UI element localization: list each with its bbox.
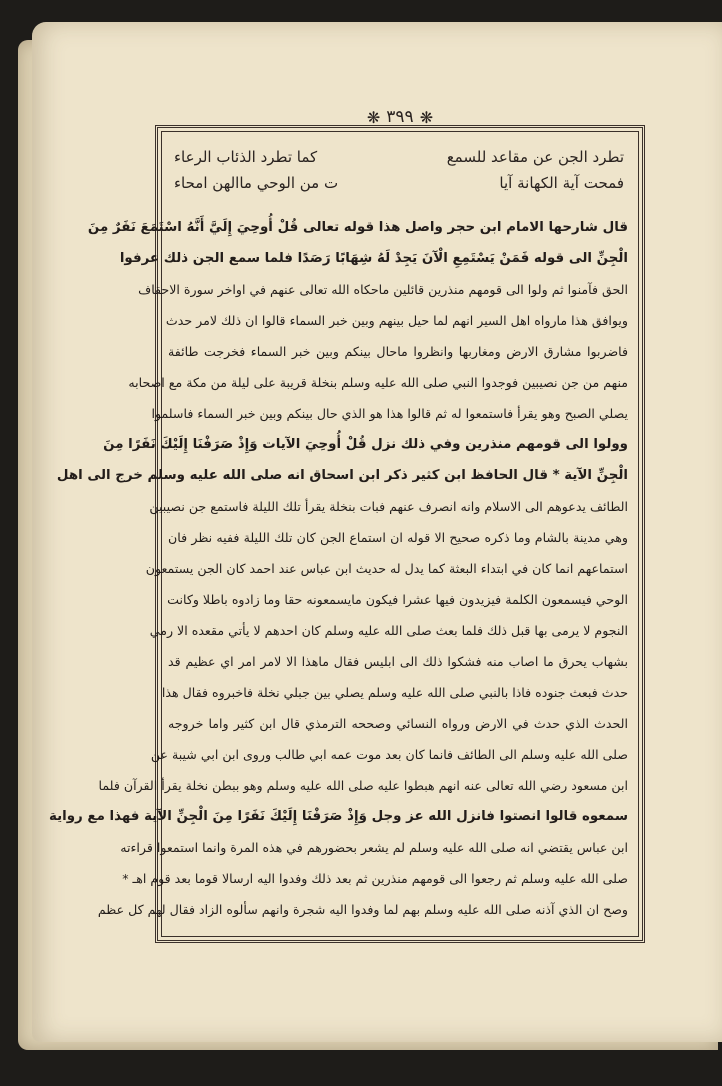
text-line: بشهاب يحرق ما اصاب منه فشكوا ذلك الى ابليس فقال ماهذا الا لامر امر اي عظيم قد [168,654,628,669]
poem-block [174,144,624,196]
text-line: وهي مدينة بالشام وما ذكره صحيح الا قوله ان استماع الجن كان تلك الليلة ففيه نظر فان [168,530,628,545]
text-line: وصح ان الذي آذنه صلى الله عليه وسلم بهم لما وفدوا اليه شجرة وانهم سألوه الزاد فقال لهم كل عظم [97,902,628,917]
text-line: الْجِنِّ الى قوله فَمَنْ يَسْتَمِعِ الْآنَ يَجِدْ لَهُ شِهَابًا رَصَدًا فلما سمع الجن ذلك عرفوا [119,251,628,266]
text-frame-inner [48,131,639,937]
commentary-text [48,212,628,925]
text-line: الحدث الذي حدث في الارض ورواه النسائي وصححه الترمذي قال ابن كثير واما خروجه [168,716,628,731]
poem-verse [174,170,624,196]
poem-hemistich: فمحت آية الكهانة آيا [499,174,624,192]
text-line: يصلي الصبح وهو يقرأ فاستمعوا له ثم قالوا هذا هو الذي حال بينكم وبين خبر السماء فاسلموا [151,406,628,421]
text-line: الْجِنِّ الآية * قال الحافظ ابن كثير ذكر ابن اسحاق انه صلى الله عليه وسلم خرج الى اهل [56,468,628,483]
text-line: منهم من جن نصيبين فوجدوا النبي صلى الله عليه وسلم بنخلة قريبة على ليلة من مكة مع اصحابه [128,375,628,390]
ornament-right-icon: ❋ [419,107,434,127]
poem-verse [174,144,624,170]
text-line: صلى الله عليه وسلم الى الطائف فانما كان بعد موت عمه ابي طالب وروى ابن ابي شيبة عن [150,747,628,762]
text-line: سمعوه قالوا انصتوا فانزل الله عز وجل وَإِذْ صَرَفْنَا إِلَيْكَ نَفَرًا مِنَ الْجِنِّ الآية فهذا مع رواية [48,809,628,824]
text-line: صلى الله عليه وسلم ثم رجعوا الى قومهم منذرين ثم بعد ذلك وفدوا اليه ارسالا قوما بعد قوم اهـ * [122,871,628,886]
text-line: وولوا الى قومهم منذرين وفي ذلك نزل قُلْ أُوحِيَ الآيات وَإِذْ صَرَفْنَا إِلَيْكَ نَفَرًا مِنَ [103,437,628,452]
text-line: قال شارحها الامام ابن حجر واصل هذا قوله تعالى قُلْ أُوحِيَ إِلَيَّ أَنَّهُ اسْتَمَعَ نَفَرٌ مِنَ [87,220,628,235]
ornament-left-icon: ❋ [366,107,381,127]
poem-hemistich: تطرد الجن عن مقاعد للسمع [446,148,624,166]
text-line: حدث فبعث جنوده فاذا بالنبي صلى الله عليه وسلم يصلي بين جبلي نخلة فاخبروه فقال هذا [161,685,628,700]
text-line: فاضربوا مشارق الارض ومغاربها وانظروا ماحال بينكم وبين خبر السماء فخرجت طائفة [168,344,628,359]
poem-hemistich: كما تطرد الذئاب الرعاء [174,148,318,166]
text-line: الحق فآمنوا ثم ولوا الى قومهم منذرين قائلين ماحكاه الله تعالى عنهم في اواخر سورة الاحقاف [138,282,628,297]
text-line: النجوم لا يرمى بها قبل ذلك فلما بعث صلى الله عليه وسلم كان احدهم لا يأتي مقعده الا رمي [149,623,628,638]
text-line: استماعهم انما كان في ابتداء البعثة كما يدل له حديث ابن عباس عند احمد كان الجن يستمعون [145,561,628,576]
page-number: ٣٩٩ [386,107,414,127]
text-frame [48,125,645,943]
poem-hemistich: ت من الوحي ماالهن امحاء [174,174,339,192]
text-line: ابن عباس يقتضي انه صلى الله عليه وسلم لم يشعر بحضورهم في هذه المرة وانما استمعوا قراءته [120,840,628,855]
text-line: الوحي فيسمعون الكلمة فيزيدون فيها عشرا فيكون مايسمعونه حقا وما زادوه باطلا وكانت [167,592,628,607]
text-line: ويوافق هذا مارواه اهل السير انهم لما حيل بينهم وبين خبر السماء قالوا ان ذلك لامر حدث [165,313,628,328]
text-line: الطائف يدعوهم الى الاسلام وانه انصرف عنهم فبات بنخلة يقرأ تلك الليلة فاستمع جن نصيبين [149,499,628,514]
text-line: ابن مسعود رضي الله تعالى عنه انهم هبطوا عليه صلى الله عليه وسلم وهو ببطن نخلة يقرأ القرآن فلما [98,778,628,793]
